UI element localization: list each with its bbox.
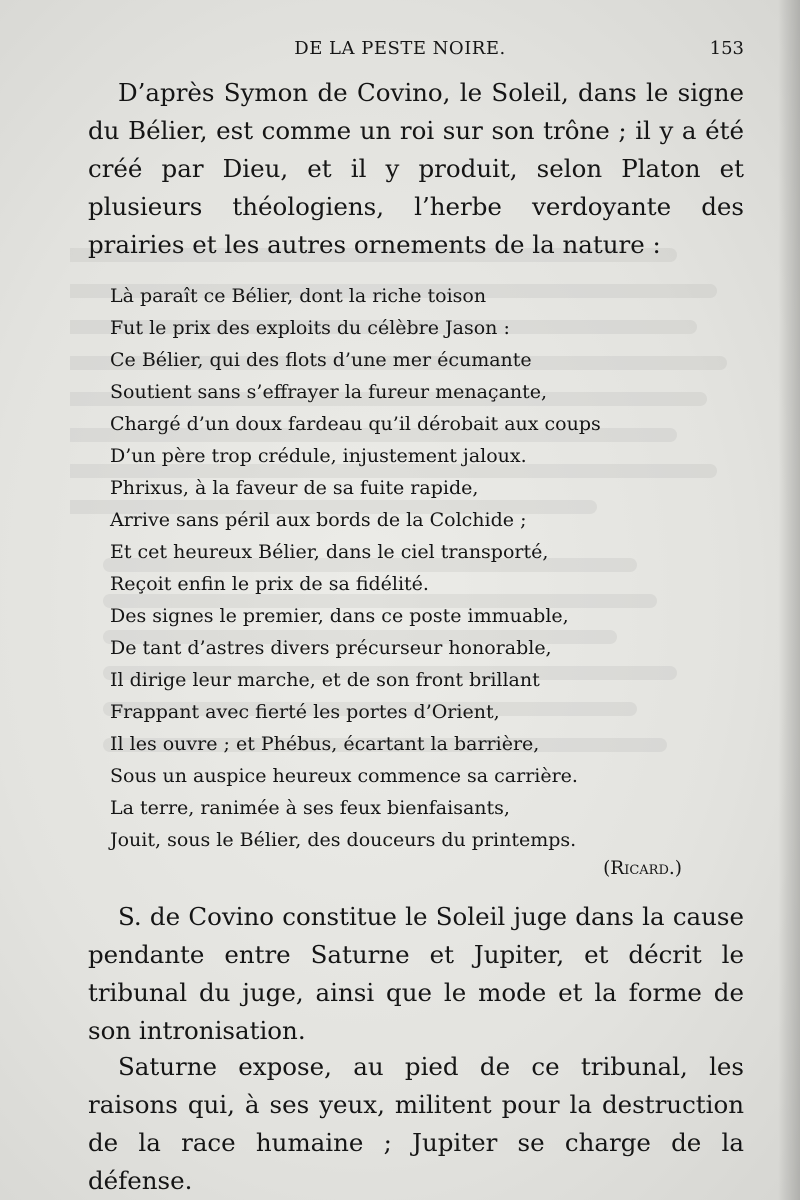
body-paragraph-3	[88, 1048, 744, 1200]
verse-line: La terre, ranimée à ses feux bienfaisants,	[110, 797, 510, 819]
verse-line: Il les ouvre ; et Phébus, écartant la barrière,	[110, 733, 540, 755]
page-number: 153	[709, 38, 744, 59]
verse-line: Reçoit enfin le prix de sa fidélité.	[110, 573, 429, 595]
running-title: DE LA PESTE NOIRE.	[294, 38, 506, 59]
verse-line: Là paraît ce Bélier, dont la riche toison	[110, 285, 487, 307]
verse-line: Fut le prix des exploits du célèbre Jason :	[110, 317, 510, 339]
paragraph-3-text: Saturne expose, au pied de ce tribunal, les raisons qui, à ses yeux, militent pour la destruction de la race humaine ; Jupiter se charge de la défense.	[88, 1052, 744, 1195]
verse-line: Sous un auspice heureux commence sa carrière.	[110, 765, 578, 787]
verse-line: De tant d’astres divers précurseur honorable,	[110, 637, 552, 659]
verse-line: Arrive sans péril aux bords de la Colchide ;	[110, 509, 527, 531]
body-paragraph-2	[88, 898, 744, 1050]
verse-line: Chargé d’un doux fardeau qu’il dérobait aux coups	[110, 413, 601, 435]
verse-line: Phrixus, à la faveur de sa fuite rapide,	[110, 477, 479, 499]
page-edge-shadow	[778, 0, 800, 1200]
poem-verse	[110, 280, 690, 856]
intro-paragraph	[88, 74, 744, 264]
verse-line: Des signes le premier, dans ce poste immuable,	[110, 605, 569, 627]
running-header	[0, 38, 800, 62]
poem-attribution: (Ricard.)	[603, 858, 682, 879]
verse-line: Soutient sans s’effrayer la fureur menaçante,	[110, 381, 548, 403]
verse-line: Ce Bélier, qui des flots d’une mer écumante	[110, 349, 532, 371]
verse-line: Jouit, sous le Bélier, des douceurs du printemps.	[110, 829, 577, 851]
paragraph-2-text: S. de Covino constitue le Soleil juge dans la cause pendante entre Saturne et Jupiter, et décrit le tribunal du juge, ainsi que le mode et la forme de son intronisation.	[88, 902, 744, 1045]
verse-line: Et cet heureux Bélier, dans le ciel transporté,	[110, 541, 549, 563]
verse-line: Il dirige leur marche, et de son front brillant	[110, 669, 540, 691]
verse-line: Frappant avec fierté les portes d’Orient,	[110, 701, 500, 723]
verse-line: D’un père trop crédule, injustement jaloux.	[110, 445, 527, 467]
intro-text: D’après Symon de Covino, le Soleil, dans le signe du Bélier, est comme un roi sur son trône ; il y a été créé par Dieu, et il y produit, selon Platon et plusieurs théologiens, l’herbe verdoyante des prairies et les autres ornements de la nature :	[88, 78, 744, 259]
